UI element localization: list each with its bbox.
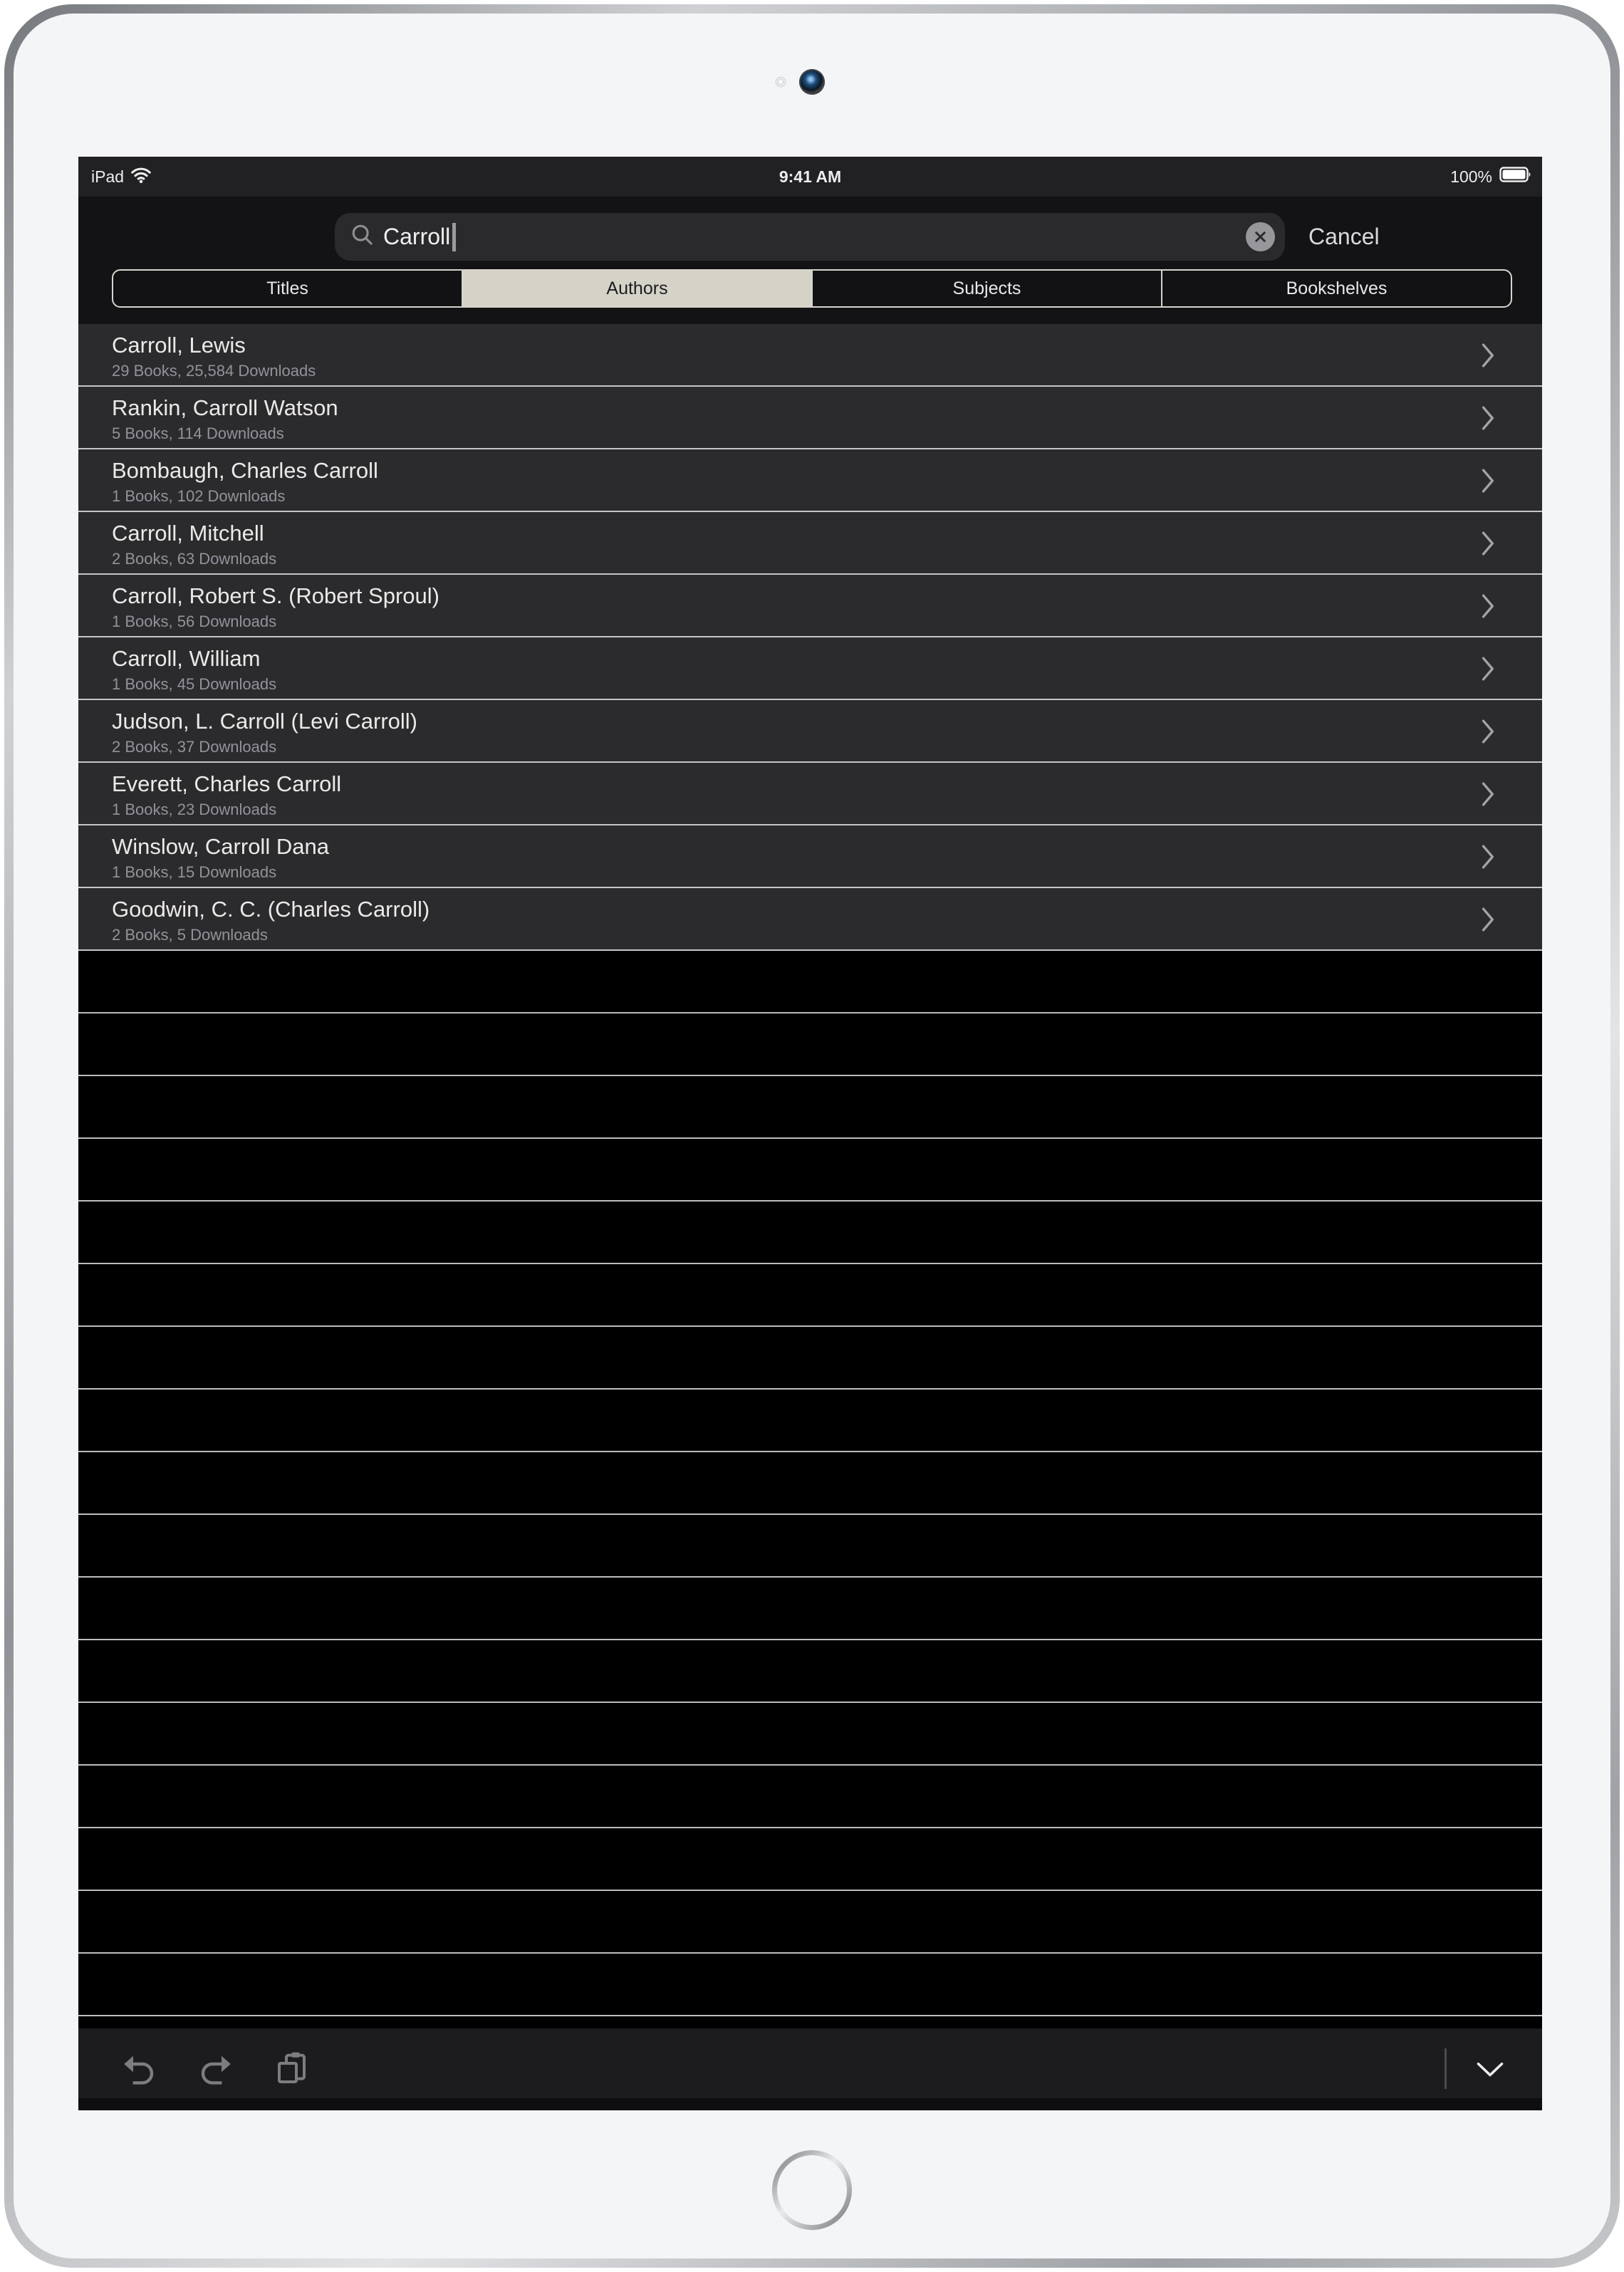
dismiss-keyboard-icon[interactable] [1473,2061,1507,2078]
empty-row-separator [78,1388,1542,1390]
empty-row-separator [78,1764,1542,1766]
empty-row-separator [78,1513,1542,1515]
tab-bar [112,269,1512,308]
empty-row-separator [78,1012,1542,1013]
empty-row-separator [78,2015,1542,2016]
battery-full-icon [1499,166,1532,187]
results-list [78,324,1542,951]
clear-search-button[interactable] [1246,222,1275,251]
chevron-right-icon [1481,531,1497,560]
author-name: Winslow, Carroll Dana [112,834,329,859]
cancel-button[interactable]: Cancel [1308,224,1380,249]
home-button[interactable] [772,2150,852,2230]
paste-icon[interactable] [274,2051,308,2085]
chevron-right-icon [1481,343,1497,372]
author-book-count: 29 Books, 25,584 Downloads [112,362,316,380]
chevron-right-icon [1481,907,1497,936]
empty-row-separator [78,1263,1542,1264]
author-book-count: 1 Books, 45 Downloads [112,675,277,693]
empty-row-separator [78,1137,1542,1139]
author-book-count: 1 Books, 23 Downloads [112,801,277,818]
empty-row-separator [78,1200,1542,1202]
screen [78,157,1542,2110]
chevron-right-icon [1481,781,1497,811]
empty-row-separator [78,1576,1542,1578]
tab-authors[interactable]: Authors [462,271,811,306]
empty-row-separator [78,1702,1542,1703]
status-bar [78,157,1542,197]
author-name: Bombaugh, Charles Carroll [112,458,378,483]
battery-percent: 100% [1450,167,1492,186]
author-name: Carroll, Robert S. (Robert Sproul) [112,583,439,608]
empty-row-separator [78,1890,1542,1891]
author-book-count: 2 Books, 63 Downloads [112,550,277,568]
empty-row-separator [78,1639,1542,1640]
author-result-row[interactable] [78,575,1542,637]
empty-row-separator [78,1451,1542,1452]
empty-row-separator [78,1075,1542,1076]
chevron-right-icon [1481,844,1497,873]
author-book-count: 1 Books, 15 Downloads [112,863,277,881]
author-result-row[interactable] [78,387,1542,449]
empty-row-separator [78,1827,1542,1828]
author-name: Rankin, Carroll Watson [112,395,338,420]
author-book-count: 5 Books, 114 Downloads [112,424,284,442]
ipad-device [4,4,1620,2268]
empty-rows-area [78,951,1542,2028]
author-name: Carroll, Lewis [112,333,246,358]
status-carrier: iPad [91,167,125,186]
redo-icon[interactable] [199,2051,233,2085]
author-name: Everett, Charles Carroll [112,771,342,796]
author-result-row[interactable] [78,825,1542,888]
front-camera-icon [799,69,825,95]
author-result-row[interactable] [78,324,1542,387]
toolbar-divider [1445,2048,1447,2089]
author-result-row[interactable] [78,763,1542,825]
author-result-row[interactable] [78,512,1542,575]
tab-titles[interactable]: Titles [266,278,308,298]
empty-row-separator [78,1325,1542,1327]
author-book-count: 1 Books, 102 Downloads [112,487,286,505]
author-result-row[interactable] [78,637,1542,700]
author-name: Carroll, William [112,646,261,671]
tab-bookshelves[interactable]: Bookshelves [1161,271,1511,306]
author-result-row[interactable] [78,449,1542,512]
status-time: 9:41 AM [779,167,842,186]
tab-subjects[interactable]: Subjects [811,271,1161,306]
magnifier-icon [350,223,375,251]
author-name: Judson, L. Carroll (Levi Carroll) [112,709,417,734]
search-input[interactable] [335,213,1285,261]
search-query-text: Carroll [383,224,451,249]
ambient-light-sensor [775,76,786,88]
author-book-count: 2 Books, 5 Downloads [112,926,268,944]
chevron-right-icon [1481,656,1497,685]
empty-row-separator [78,1952,1542,1954]
search-header [78,197,1542,324]
author-book-count: 2 Books, 37 Downloads [112,738,277,756]
author-result-row[interactable] [78,700,1542,763]
chevron-right-icon [1481,593,1497,622]
chevron-right-icon [1481,468,1497,497]
screen-bottom-strip [78,2098,1542,2110]
chevron-right-icon [1481,719,1497,748]
author-name: Carroll, Mitchell [112,521,264,546]
chevron-right-icon [1481,405,1497,434]
author-result-row[interactable] [78,888,1542,951]
ipad-bezel [14,14,1610,2258]
wifi-icon [130,167,152,187]
undo-icon[interactable] [122,2051,156,2085]
author-book-count: 1 Books, 56 Downloads [112,613,277,630]
text-cursor [452,223,456,251]
author-name: Goodwin, C. C. (Charles Carroll) [112,897,430,922]
